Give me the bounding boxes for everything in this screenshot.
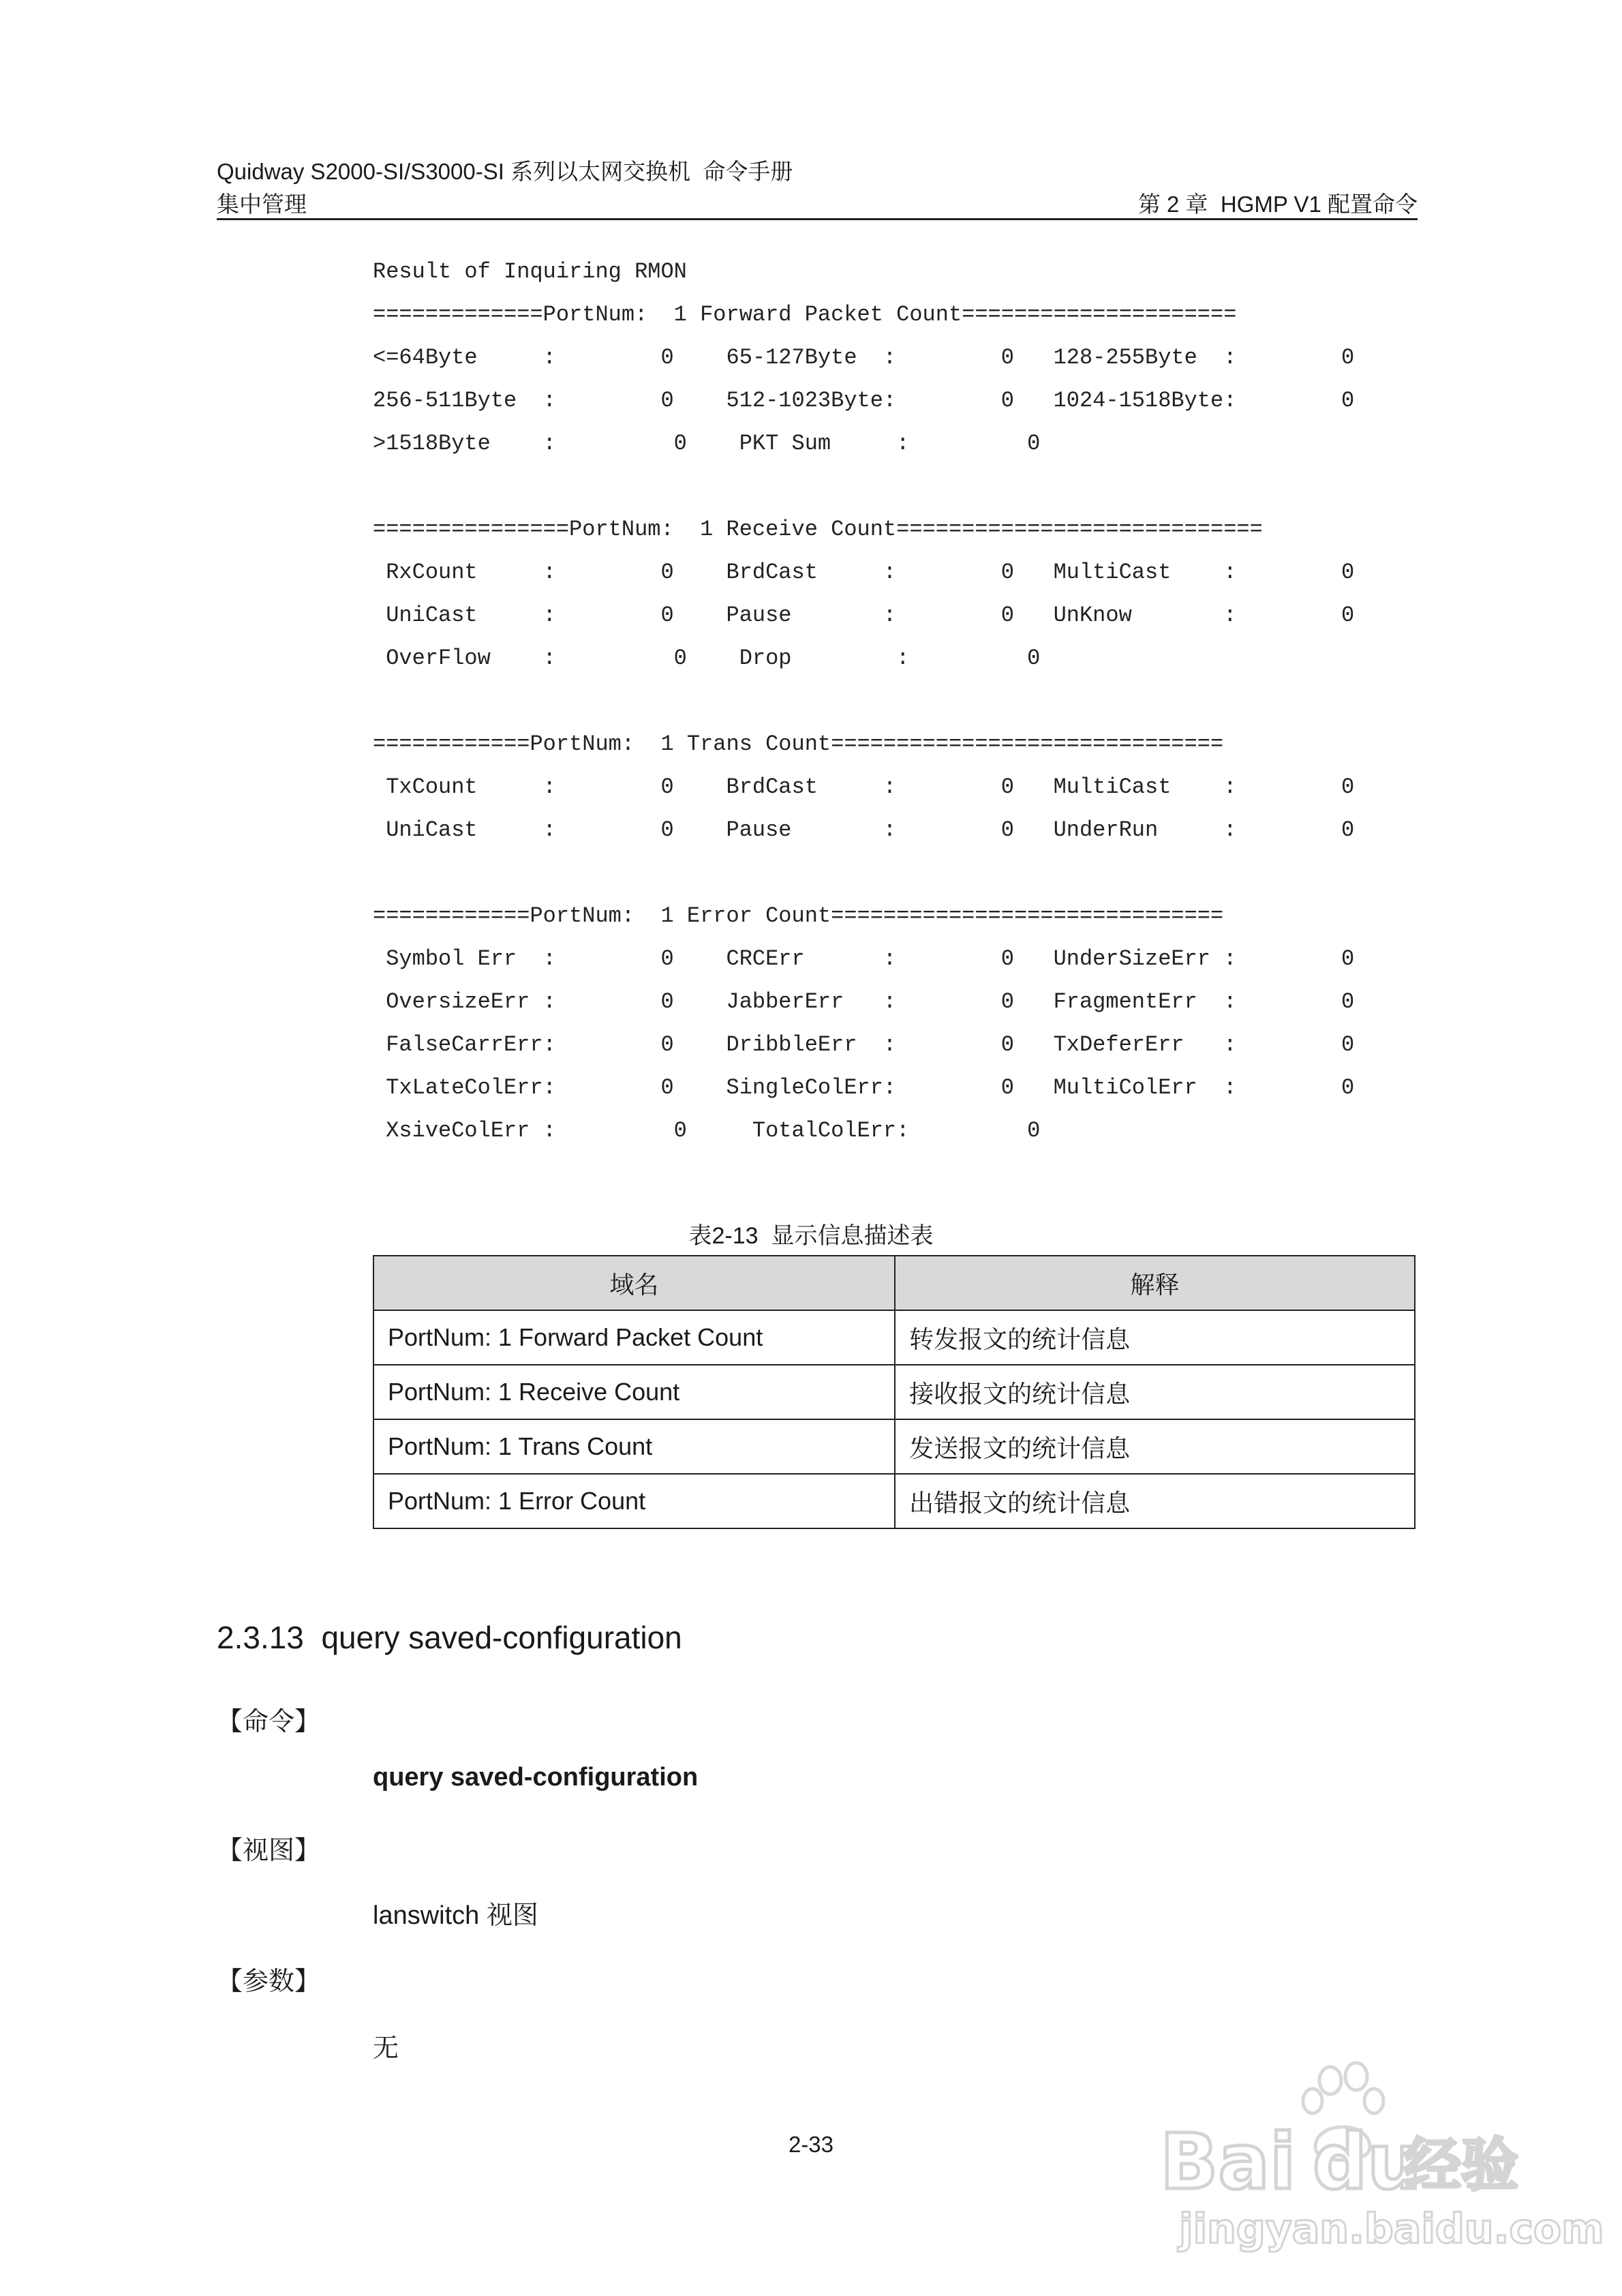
header-module: 集中管理 [217, 192, 307, 217]
table-cell-explanation: 接收报文的统计信息 [895, 1365, 1415, 1419]
forward-row: 256-511Byte : 0 512-1023Byte: 0 1024-1518Byte: 0 [373, 388, 1355, 413]
table-cell-explanation: 发送报文的统计信息 [895, 1419, 1415, 1474]
table-row [373, 1474, 1415, 1528]
table-cell-field: PortNum: 1 Error Count [373, 1474, 895, 1528]
table-cell-field: PortNum: 1 Forward Packet Count [373, 1310, 895, 1365]
table-cell-explanation: 出错报文的统计信息 [895, 1474, 1415, 1528]
table-cell-field: PortNum: 1 Receive Count [373, 1365, 895, 1419]
command-text: query saved-configuration [373, 1763, 699, 1792]
receive-row: OverFlow : 0 Drop : 0 [373, 646, 1041, 671]
receive-row: RxCount : 0 BrdCast : 0 MultiCast : 0 [373, 560, 1355, 585]
header-divider [217, 218, 1418, 220]
view-label: 【视图】 [217, 1837, 321, 1865]
error-count-header: ============PortNum: 1 Error Count============================== [373, 903, 1224, 928]
params-text: 无 [373, 2034, 399, 2063]
output-title: Result of Inquiring RMON [373, 259, 687, 284]
table-row [373, 1419, 1415, 1474]
table-cell-field: PortNum: 1 Trans Count [373, 1419, 895, 1474]
table-caption: 表2-13 显示信息描述表 [688, 1223, 934, 1249]
error-row: Symbol Err : 0 CRCErr : 0 UnderSizeErr : 0 [373, 946, 1355, 971]
paw-icon [1152, 2052, 1604, 2256]
section-heading: 2.3.13 query saved-configuration [217, 1620, 682, 1655]
forward-row: >1518Byte : 0 PKT Sum : 0 [373, 431, 1041, 456]
watermark-brand-du: du [1313, 2118, 1422, 2207]
view-text: lanswitch 视图 [373, 1901, 538, 1930]
baidu-watermark [1152, 2052, 1604, 2256]
error-row: TxLateColErr: 0 SingleColErr: 0 MultiColErr : 0 [373, 1075, 1355, 1100]
forward-row: <=64Byte : 0 65-127Byte : 0 128-255Byte : 0 [373, 345, 1355, 370]
table-cell-explanation: 转发报文的统计信息 [895, 1310, 1415, 1365]
page-number: 2-33 [788, 2132, 834, 2157]
watermark-brand: Bai [1160, 2118, 1296, 2207]
header-chapter: 第 2 章 HGMP V1 配置命令 [1137, 192, 1418, 217]
trans-count-header: ============PortNum: 1 Trans Count============================== [373, 731, 1224, 757]
table-header-row [373, 1256, 1415, 1310]
description-table [373, 1255, 1416, 1529]
error-row: FalseCarrErr: 0 DribbleErr : 0 TxDeferErr : 0 [373, 1032, 1355, 1057]
header-product-line: Quidway S2000-SI/S3000-SI 系列以太网交换机 命令手册 [217, 159, 793, 184]
params-label: 【参数】 [217, 1967, 321, 1996]
forward-count-header: =============PortNum: 1 Forward Packet Count===================== [373, 302, 1237, 327]
receive-row: UniCast : 0 Pause : 0 UnKnow : 0 [373, 603, 1355, 628]
receive-count-header: ===============PortNum: 1 Receive Count============================ [373, 517, 1263, 542]
watermark-url: jingyan.baidu.com [1179, 2205, 1604, 2253]
column-header-field: 域名 [373, 1256, 895, 1310]
table-row [373, 1365, 1415, 1419]
error-row: XsiveColErr : 0 TotalColErr: 0 [373, 1118, 1041, 1143]
watermark-product: 经验 [1404, 2132, 1519, 2199]
command-label: 【命令】 [217, 1708, 321, 1736]
trans-row: UniCast : 0 Pause : 0 UnderRun : 0 [373, 817, 1355, 843]
trans-row: TxCount : 0 BrdCast : 0 MultiCast : 0 [373, 774, 1355, 800]
error-row: OversizeErr : 0 JabberErr : 0 FragmentErr : 0 [373, 989, 1355, 1014]
column-header-explanation: 解释 [895, 1256, 1415, 1310]
table-row [373, 1310, 1415, 1365]
